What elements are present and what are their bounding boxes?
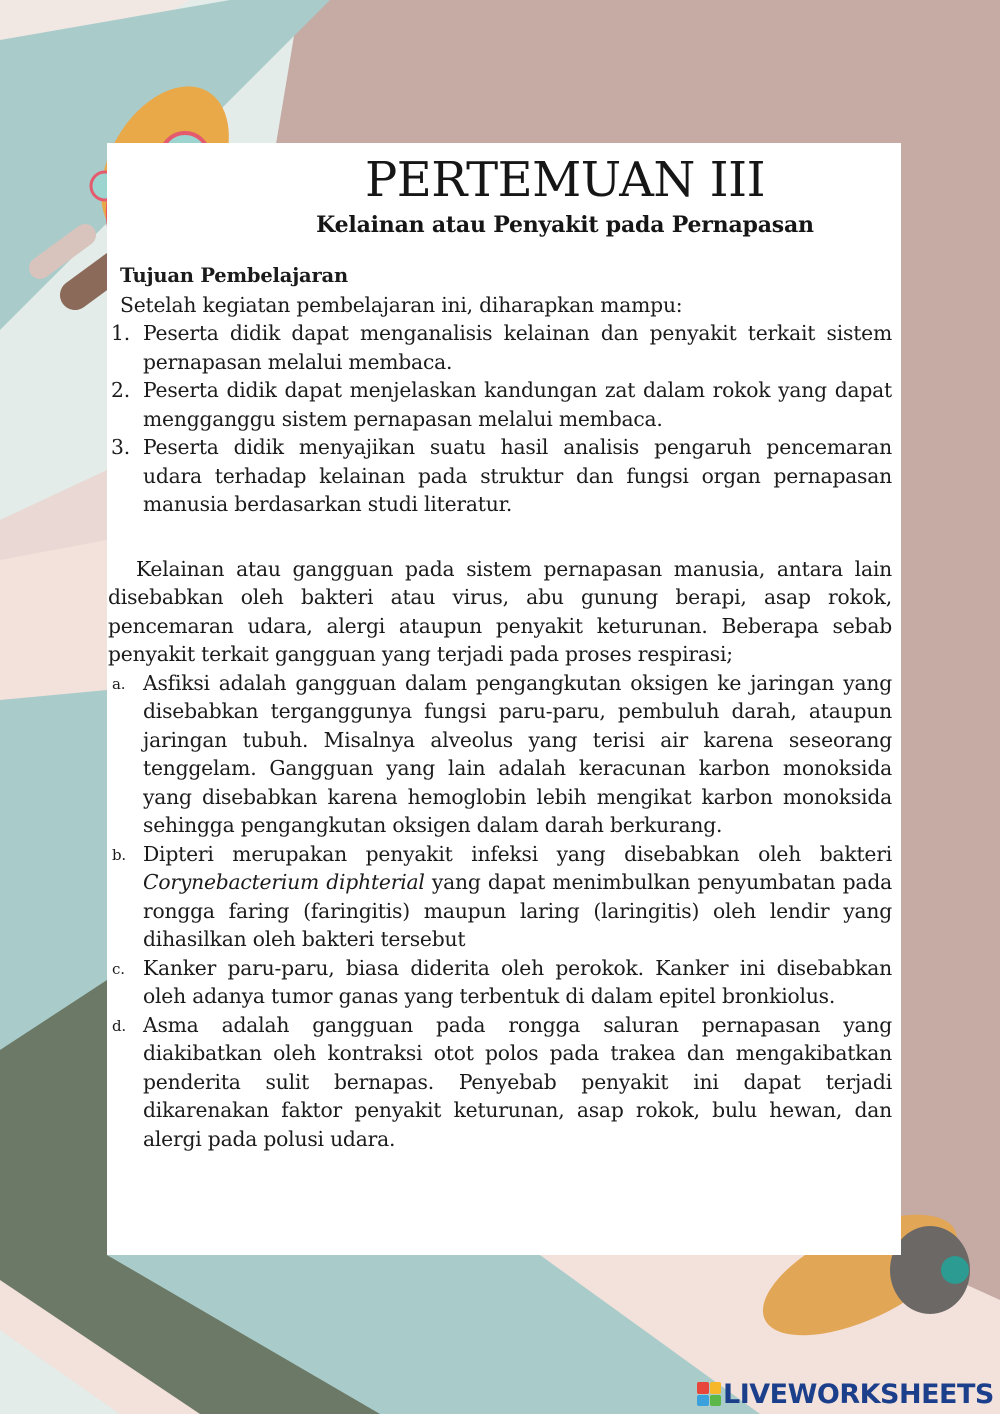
objective-text: Peserta didik dapat menjelaskan kandungan zat dalam rokok yang dapat mengganggu sistem pernapasan melalui membaca. <box>143 378 892 431</box>
cause-text-start: Dipteri merupakan penyakit infeksi yang disebabkan oleh bakteri <box>143 841 892 866</box>
objective-item <box>108 319 892 376</box>
cause-item-dipteri <box>108 840 892 954</box>
cause-text: Asma adalah gangguan pada rongga saluran pernapasan yang diakibatkan oleh kontraksi otot polos pada trakea dan mengakibatkan penderita sulit bernapas. Penyebab penyakit ini dapat terjadi dikarenakan faktor penyakit keturunan, asap rokok, bulu hewan, dan alergi pada polusi udara. <box>143 1012 892 1151</box>
page-title: PERTEMUAN III <box>364 152 766 208</box>
objective-item <box>108 376 892 433</box>
brand-name: LIVEWORKSHEETS <box>723 1378 994 1410</box>
causes-list <box>108 669 892 1154</box>
cause-text: Asfiksi adalah gangguan dalam pengangkutan oksigen ke jaringan yang disebabkan terganggunya fungsi paru-paru, pembuluh darah, ataupun jaringan tubuh. Misalnya alveolus yang terisi air karena seseorang tenggelam. Gangguan yang lain adalah keracunan karbon monoksida yang disebabkan karena hemoglobin lebih mengikat karbon monoksida sehingga pengangkutan oksigen dalam darah berkurang. <box>143 670 892 837</box>
liveworksheets-logo-icon <box>697 1382 721 1406</box>
objectives-list <box>108 319 892 519</box>
objective-text: Peserta didik dapat menganalisis kelainan dan penyakit terkait sistem pernapasan melalui membaca. <box>143 321 892 374</box>
bacteria-species-name: Corynebacterium diphterial <box>143 870 425 894</box>
cause-letter: c. <box>112 959 125 978</box>
cause-text-end: yang dapat menimbulkan penyumbatan pada rongga faring (faringitis) maupun laring (laringitis) oleh lendir yang dihasilkan oleh bakteri tersebut <box>143 870 892 951</box>
cause-letter: b. <box>112 845 126 864</box>
objective-number: 1. <box>111 321 130 345</box>
objectives-heading: Tujuan Pembelajaran <box>120 264 348 287</box>
objective-item <box>108 433 892 519</box>
objective-text: Peserta didik menyajikan suatu hasil analisis pengaruh pencemaran udara terhadap kelainan pada struktur dan fungsi organ pernapasan manusia berdasarkan studi literatur. <box>143 435 892 516</box>
cause-item-asma <box>108 1011 892 1154</box>
objective-number: 2. <box>111 378 130 402</box>
cause-text: Kanker paru-paru, biasa diderita oleh perokok. Kanker ini disebabkan oleh adanya tumor ganas yang terbentuk di dalam epitel bronkiolus. <box>143 955 892 1008</box>
liveworksheets-brand <box>697 1377 994 1411</box>
cause-item-kanker <box>108 954 892 1011</box>
cause-item-asfiksi <box>108 669 892 840</box>
objectives-intro: Setelah kegiatan pembelajaran ini, diharapkan mampu: <box>120 292 683 317</box>
page-subtitle: Kelainan atau Penyakit pada Pernapasan <box>316 212 814 238</box>
cause-letter: a. <box>112 674 126 693</box>
intro-paragraph: Kelainan atau gangguan pada sistem pernapasan manusia, antara lain disebabkan oleh bakteri atau virus, abu gunung berapi, asap rokok, pencemaran udara, alergi ataupun penyakit keturunan. Beberapa sebab penyakit terkait gangguan yang terjadi pada proses respirasi; <box>108 556 892 666</box>
cause-letter: d. <box>112 1016 126 1035</box>
content-body <box>108 262 892 1153</box>
objective-number: 3. <box>111 435 130 459</box>
